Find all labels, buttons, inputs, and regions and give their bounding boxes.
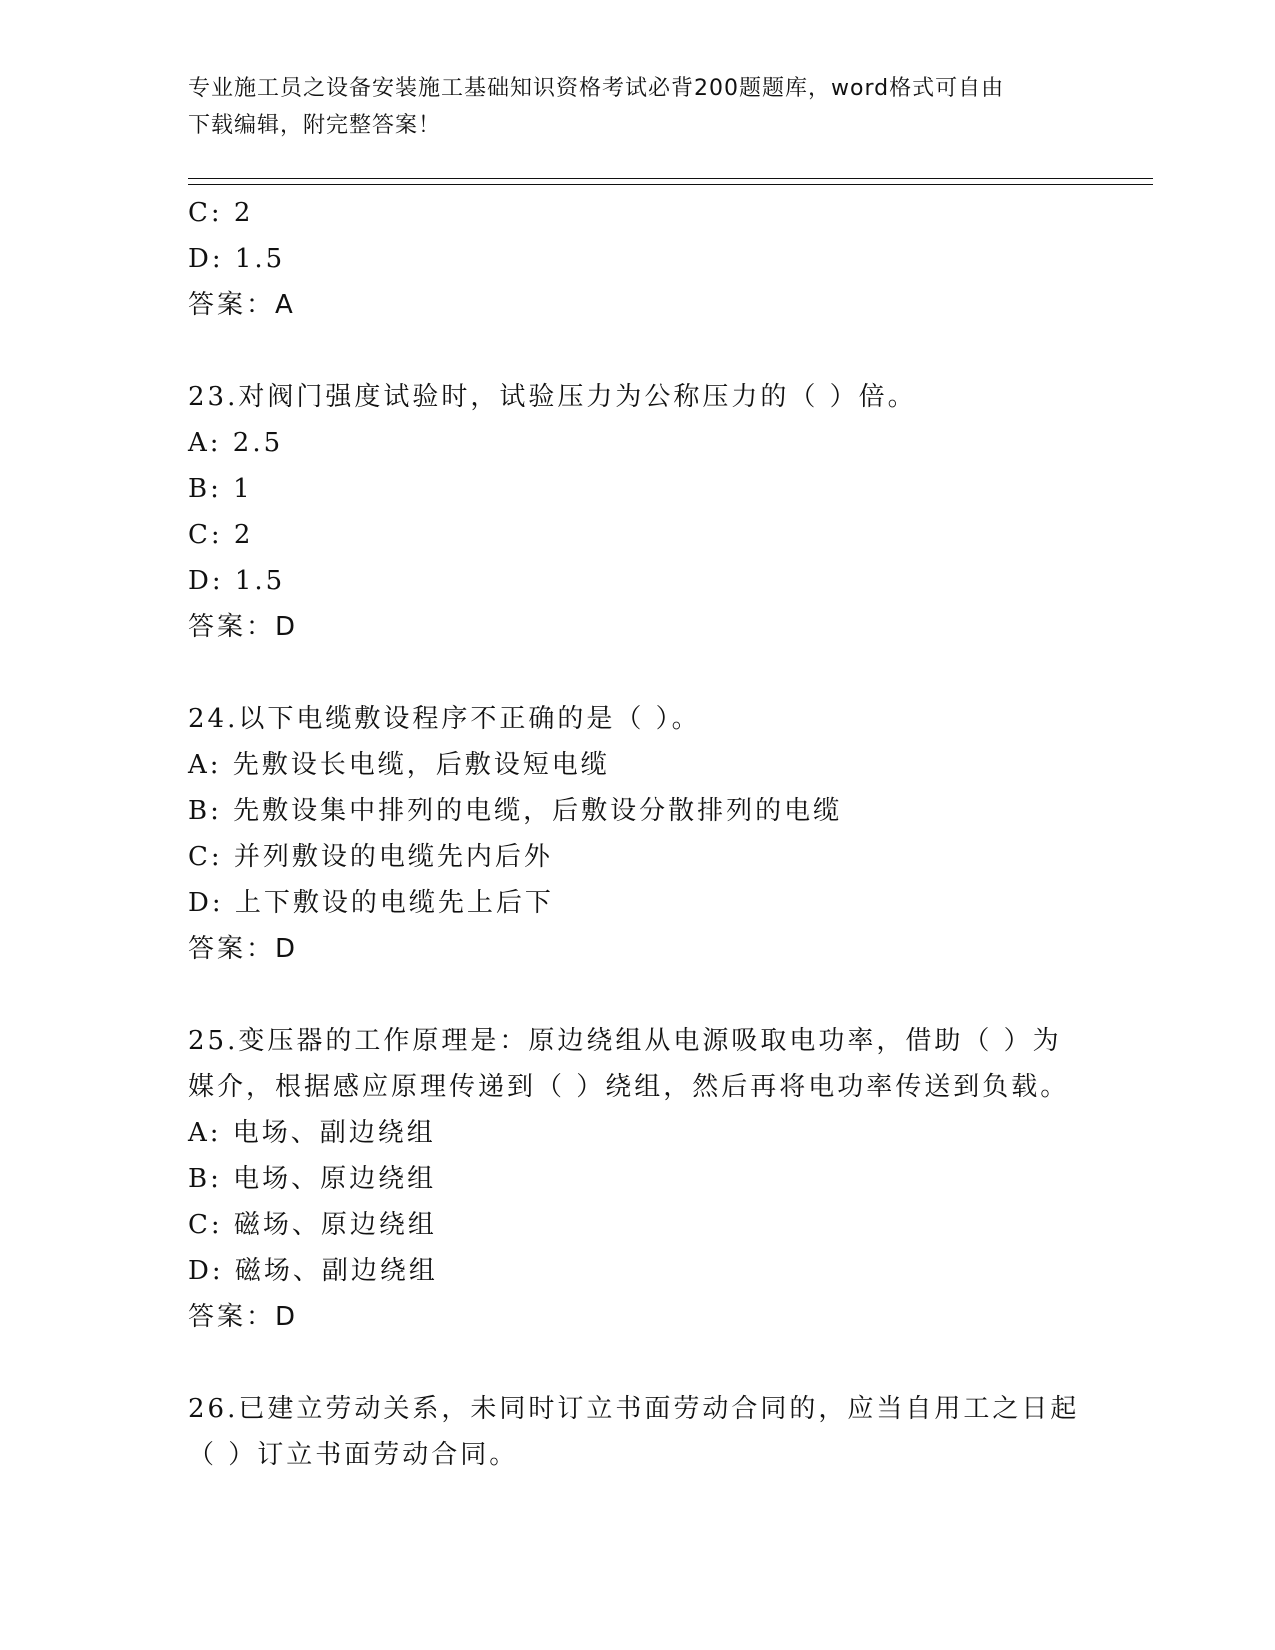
option-d: D: 1.5	[188, 244, 286, 274]
option-c: C: 2	[188, 520, 254, 550]
option-b: B: 电场、原边绕组	[188, 1164, 437, 1194]
question-text-line-2: 媒介，根据感应原理传递到（ ）绕组，然后再将电功率传送到负载。	[188, 1072, 1070, 1102]
option-b: B: 先敷设集中排列的电缆，后敷设分散排列的电缆	[188, 796, 843, 826]
question-22-tail	[188, 190, 1148, 328]
question-23	[188, 374, 1148, 650]
question-text-line-1: 25.变压器的工作原理是：原边绕组从电源吸取电功率，借助（ ）为	[188, 1026, 1062, 1056]
option-a: A: 电场、副边绕组	[188, 1118, 436, 1148]
option-d: D: 上下敷设的电缆先上后下	[188, 888, 554, 918]
spacer	[188, 650, 1148, 696]
question-25	[188, 1018, 1148, 1340]
option-b: B: 1	[188, 474, 253, 504]
question-24	[188, 696, 1148, 972]
answer-line: 答案：D	[188, 612, 299, 642]
option-d: D: 磁场、副边绕组	[188, 1256, 438, 1286]
header-title-line-2: 下载编辑，附完整答案！	[188, 113, 442, 138]
spacer	[188, 1340, 1148, 1386]
option-a: A: 2.5	[188, 428, 284, 458]
header-divider-bottom	[188, 184, 1153, 185]
option-c: C: 并列敷设的电缆先内后外	[188, 842, 553, 872]
spacer	[188, 972, 1148, 1018]
option-c: C: 2	[188, 198, 254, 228]
header-title-line-1: 专业施工员之设备安装施工基础知识资格考试必背200题题库，word格式可自由	[188, 76, 1005, 101]
question-26	[188, 1386, 1148, 1478]
answer-line: 答案：D	[188, 934, 299, 964]
spacer	[188, 328, 1148, 374]
answer-line: 答案：A	[188, 290, 296, 320]
option-d: D: 1.5	[188, 566, 286, 596]
document-header	[188, 70, 1088, 144]
header-divider-top	[188, 178, 1153, 179]
question-list	[188, 190, 1148, 1478]
question-text: 24.以下电缆敷设程序不正确的是（ ）。	[188, 704, 701, 734]
option-a: A: 先敷设长电缆，后敷设短电缆	[188, 750, 610, 780]
question-text-line-2: （ ）订立书面劳动合同。	[188, 1440, 519, 1470]
question-text: 23.对阀门强度试验时，试验压力为公称压力的（ ）倍。	[188, 382, 917, 412]
answer-line: 答案：D	[188, 1302, 299, 1332]
option-c: C: 磁场、原边绕组	[188, 1210, 437, 1240]
question-text-line-1: 26.已建立劳动关系，未同时订立书面劳动合同的，应当自用工之日起	[188, 1394, 1080, 1424]
